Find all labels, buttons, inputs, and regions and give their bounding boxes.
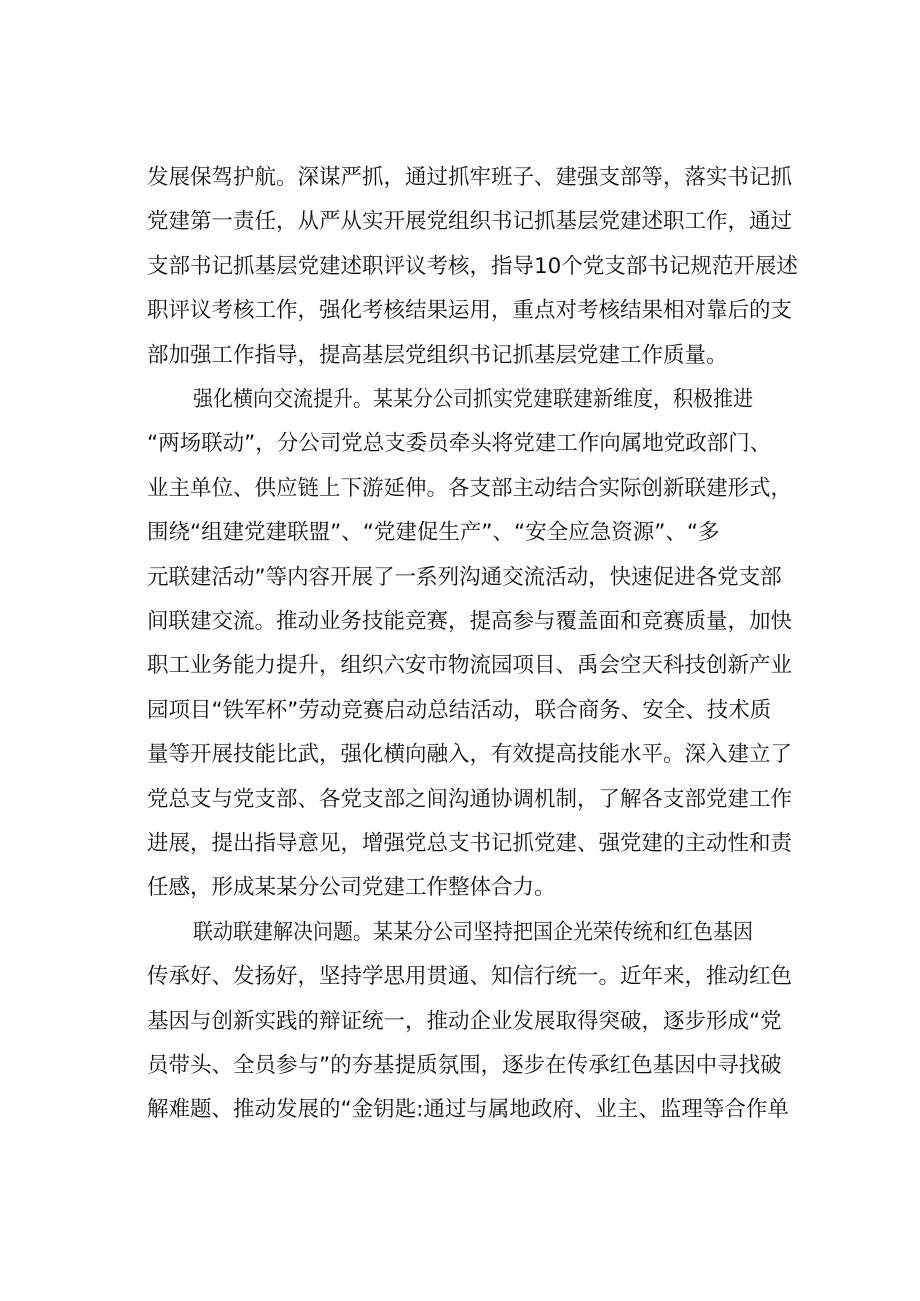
text-line: 党建第一责任，从严从实开展党组织书记抓基层党建述职工作，通过 <box>147 209 793 234</box>
text-line: 职工业务能力提升，组织六安市物流园项目、禹会空天科技创新产业 <box>147 653 793 678</box>
text-line: 基因与创新实践的辩证统一，推动企业发展取得突破，逐步形成“党 <box>147 1009 782 1034</box>
text-line: 间联建交流。推动业务技能竞赛，提高参与覆盖面和竞赛质量，加快 <box>147 609 793 634</box>
text-line: 围绕“组建党建联盟”、“党建促生产”、“安全应急资源”、“多 <box>147 520 720 545</box>
text-line: 园项目“铁军杯”劳动竞赛启动总结活动，联合商务、安全、技术质 <box>147 698 772 723</box>
text-line: 部加强工作指导，提高基层党组织书记抓基层党建工作质量。 <box>147 343 728 368</box>
paragraph-heading-line: 联动联建解决问题。某某分公司坚持把国企光荣传统和红色基因 <box>193 920 754 945</box>
text-line: 支部书记抓基层党建述职评议考核，指导10个党支部书记规范开展述 <box>147 254 798 279</box>
text-line: 任感，形成某某分公司党建工作整体合力。 <box>147 875 556 900</box>
paragraph-heading-line: 强化横向交流提升。某某分公司抓实党建联建新维度，积极推进 <box>193 387 754 412</box>
text-line: 员带头、全员参与”的夯基提质氛围，逐步在传承红色基因中寻找破 <box>147 1053 782 1078</box>
text-line: 传承好、发扬好，坚持学思用贯通、知信行统一。近年来，推动红色 <box>147 964 793 989</box>
text-line: 元联建活动”等内容开展了一系列沟通交流活动，快速促进各党支部 <box>147 565 782 590</box>
text-line: 职评议考核工作，强化考核结果运用，重点对考核结果相对靠后的支 <box>147 298 793 323</box>
text-line: 发展保驾护航。深谋严抓，通过抓牢班子、建强支部等，落实书记抓 <box>147 165 793 190</box>
text-line: 党总支与党支部、各党支部之间沟通协调机制，了解各支部党建工作 <box>147 787 793 812</box>
text-line: 业主单位、供应链上下游延伸。各支部主动结合实际创新联建形式， <box>147 476 793 501</box>
text-line: 进展，提出指导意见，增强党总支书记抓党建、强党建的主动性和责 <box>147 831 793 856</box>
text-line: 解难题、推动发展的“金钥匙:通过与属地政府、业主、监理等合作单 <box>147 1097 789 1122</box>
text-line: 量等开展技能比武，强化横向融入，有效提高技能水平。深入建立了 <box>147 742 793 767</box>
text-line: “两场联动”，分公司党总支委员牵头将党建工作向属地党政部门、 <box>147 431 772 456</box>
